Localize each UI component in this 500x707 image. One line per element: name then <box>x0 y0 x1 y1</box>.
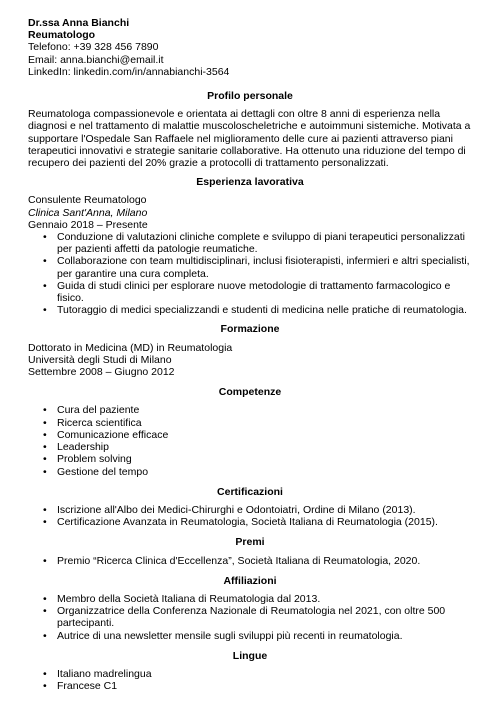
linkedin-line: LinkedIn: linkedin.com/in/annabianchi-3564 <box>28 65 230 78</box>
list-item: • Tutoraggio di medici specializzandi e studenti di medicina nelle pratiche di reumatologia. <box>57 304 472 316</box>
awards-section <box>28 536 472 566</box>
job-title: Reumatologo <box>28 29 96 42</box>
email-line: Email: anna.bianchi@email.it <box>28 53 164 66</box>
experience-employer: Clinica Sant'Anna, Milano <box>28 206 148 219</box>
languages-section <box>28 650 472 693</box>
list-item: • Guida di studi clinici per esplorare nuove metodologie di trattamento farmacologico e fisico. <box>57 280 472 304</box>
list-item: • Leadership <box>57 441 472 453</box>
profile-text: Reumatologa compassionevole e orientata ai dettagli con oltre 8 anni di esperienza nella diagnosi e nel trattamento di malattie muscoloscheletriche e autoimmuni sistemiche. Motivata a supportare l'Ospedale San Raffaele nel miglioramento delle cure ai pazienti attraverso piani terapeutici innovativi e strategie sanitarie collaborative. Ha ottenuto una riduzione del tempo di recupero dei pazienti del 20% grazie a protocolli di trattamento personalizzati. <box>28 108 471 170</box>
list-item: • Collaborazione con team multidisciplinari, inclusi fisioterapisti, infermieri e altri specialisti, per garantire una cura completa. <box>57 255 472 279</box>
list-item: • Autrice di una newsletter mensile sugli sviluppi più recenti in reumatologia. <box>57 630 472 642</box>
list-item: • Italiano madrelingua <box>57 668 472 680</box>
list-item: • Comunicazione efficace <box>57 429 472 441</box>
affiliations-section <box>28 575 472 642</box>
list-item: • Organizzatrice della Conferenza Nazionale di Reumatologia nel 2021, con oltre 500 partecipanti. <box>57 605 472 629</box>
list-item: • Premio “Ricerca Clinica d'Eccellenza”, Società Italiana di Reumatologia, 2020. <box>57 555 472 567</box>
languages-heading: Lingue <box>232 649 268 662</box>
education-school: Università degli Studi di Milano <box>28 353 172 366</box>
awards-list <box>28 555 472 567</box>
experience-section <box>28 176 472 316</box>
list-item: • Iscrizione all'Albo dei Medici-Chirurghi e Odontoiatri, Ordine di Milano (2013). <box>57 504 472 516</box>
experience-dates: Gennaio 2018 – Presente <box>28 218 148 231</box>
profile-section <box>28 90 472 169</box>
certifications-heading: Certificazioni <box>217 485 283 498</box>
contact-header <box>28 17 472 78</box>
phone-line: Telefono: +39 328 456 7890 <box>28 41 159 54</box>
skills-list <box>28 404 472 477</box>
education-heading: Formazione <box>220 323 280 336</box>
list-item: • Cura del paziente <box>57 404 472 416</box>
experience-role: Consulente Reumatologo <box>28 194 147 207</box>
affiliations-list <box>28 593 472 642</box>
affiliations-heading: Affiliazioni <box>223 574 277 587</box>
candidate-name: Dr.ssa Anna Bianchi <box>28 17 130 29</box>
profile-heading: Profilo personale <box>207 90 293 103</box>
skills-heading: Competenze <box>218 386 282 399</box>
awards-heading: Premi <box>235 536 265 549</box>
experience-heading: Esperienza lavorativa <box>196 176 304 189</box>
experience-bullets <box>28 231 472 316</box>
list-item: • Francese C1 <box>57 680 472 692</box>
list-item: • Gestione del tempo <box>57 466 472 478</box>
list-item: • Problem solving <box>57 453 472 465</box>
list-item: • Ricerca scientifica <box>57 417 472 429</box>
education-section <box>28 323 472 378</box>
list-item: • Membro della Società Italiana di Reumatologia dal 2013. <box>57 593 472 605</box>
list-item: • Conduzione di valutazioni cliniche complete e sviluppo di piani terapeutici personalizzati per pazienti affetti da patologie reumatiche. <box>57 231 472 255</box>
education-dates: Settembre 2008 – Giugno 2012 <box>28 366 175 379</box>
languages-list <box>28 668 472 692</box>
education-degree: Dottorato in Medicina (MD) in Reumatologia <box>28 341 233 354</box>
skills-section <box>28 386 472 477</box>
list-item: • Certificazione Avanzata in Reumatologia, Società Italiana di Reumatologia (2015). <box>57 516 472 528</box>
certifications-section <box>28 486 472 529</box>
certifications-list <box>28 504 472 528</box>
